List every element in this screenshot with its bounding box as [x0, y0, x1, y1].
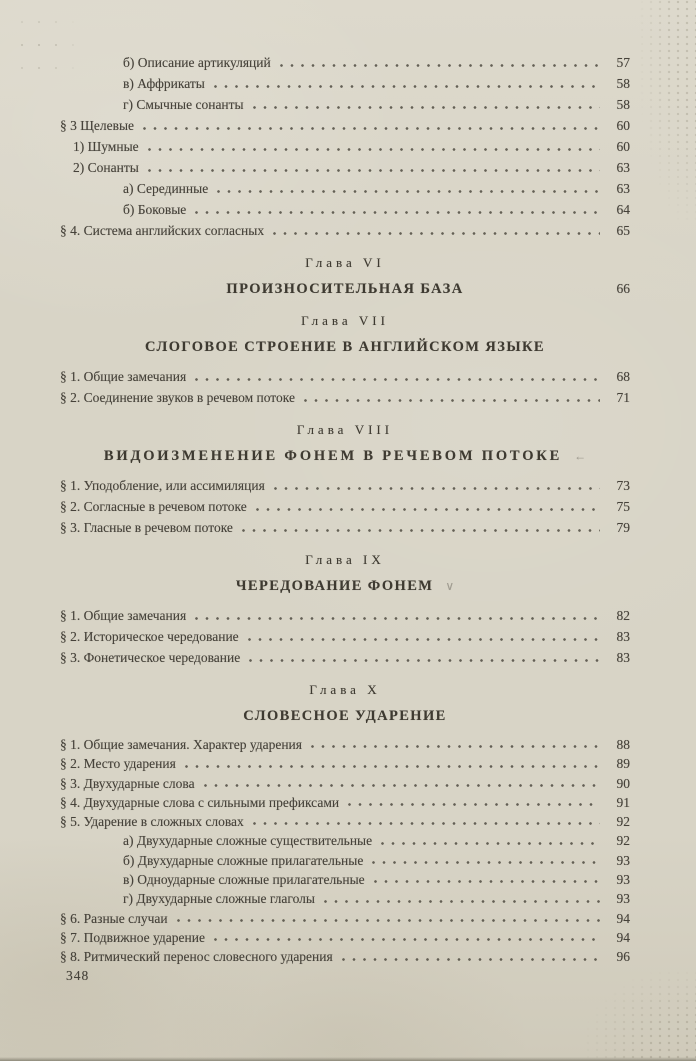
toc-entry-label: г) Двухударные сложные глаголы	[123, 891, 315, 907]
toc-page-number: 96	[616, 949, 630, 965]
toc-entry	[60, 909, 630, 928]
dot-leader	[177, 919, 600, 923]
toc-entry-label: в) Аффрикаты	[123, 76, 205, 91]
chapter-title-row	[60, 706, 630, 726]
chapter-page-number: 66	[616, 281, 630, 296]
toc-entry	[60, 220, 630, 241]
chapter-title: ВИДОИЗМЕНЕНИЕ ФОНЕМ В РЕЧЕВОМ ПОТОКЕ	[103, 448, 563, 464]
toc-entry	[60, 199, 630, 220]
toc-entry	[60, 73, 630, 94]
toc-entry-label: § 1. Общие замечания	[60, 608, 187, 623]
dot-leader	[256, 508, 600, 512]
toc-entry	[60, 889, 630, 908]
dot-leader	[214, 938, 600, 942]
dot-leader	[253, 106, 600, 110]
toc-entry-label: § 3. Гласные в речевом потоке	[60, 520, 233, 535]
chapter-heading	[60, 550, 630, 596]
toc-entry	[60, 475, 630, 496]
toc-entry	[60, 157, 630, 178]
toc-entry-label: § 8. Ритмический перенос словесного ударения	[60, 949, 333, 965]
toc-entry-group	[60, 735, 630, 967]
paper-speckle-bottom-right	[586, 971, 696, 1061]
chapter-heading	[60, 420, 630, 466]
toc-entry	[60, 812, 630, 831]
pencil-mark: ∨	[445, 579, 455, 593]
toc-page-number: 58	[616, 97, 630, 112]
toc-page-number: 60	[616, 139, 630, 154]
toc-page-number: 93	[616, 891, 630, 907]
chapter-heading	[60, 680, 630, 726]
chapter-title: ПРОИЗНОСИТЕЛЬНАЯ БАЗА	[226, 281, 464, 297]
toc-page-number: 73	[616, 478, 630, 493]
toc-entry-group	[60, 366, 630, 408]
toc-page-number: 75	[616, 499, 630, 514]
dot-leader	[143, 127, 600, 131]
toc-entry	[60, 517, 630, 538]
chapter-title: ЧЕРЕДОВАНИЕ ФОНЕМ	[235, 578, 434, 594]
toc-entry-label: § 1. Общие замечания	[60, 369, 187, 384]
dot-leader	[273, 232, 600, 236]
toc-page-number: 94	[616, 910, 630, 926]
toc-page-number: 83	[616, 629, 630, 644]
toc-page-number: 63	[616, 160, 630, 175]
toc-entry-label: § 5. Ударение в сложных словах	[60, 814, 244, 830]
toc-page-number: 71	[616, 390, 630, 405]
toc-entry-label: § 7. Подвижное ударение	[60, 929, 205, 945]
dot-leader	[280, 64, 600, 68]
toc-entry	[60, 831, 630, 850]
dot-leader	[185, 765, 600, 769]
toc-page-number: 93	[616, 872, 630, 888]
toc-entry	[60, 496, 630, 517]
chapter-title: СЛОГОВОЕ СТРОЕНИЕ В АНГЛИЙСКОМ ЯЗЫКЕ	[145, 339, 545, 355]
dot-leader	[249, 659, 600, 663]
chapter-title-row	[60, 279, 630, 299]
toc-page-number: 83	[616, 650, 630, 665]
toc-page-number: 92	[616, 814, 630, 830]
chapter-title-row	[60, 337, 630, 357]
toc-page-number: 63	[616, 181, 630, 196]
toc-entry	[60, 928, 630, 947]
toc-entry	[60, 626, 630, 647]
dot-leader	[381, 842, 600, 846]
chapter-heading	[60, 253, 630, 299]
dot-leader	[217, 190, 600, 194]
toc-entry	[60, 774, 630, 793]
dot-leader	[374, 880, 600, 884]
toc-entry-label: а) Двухударные сложные существительные	[123, 833, 373, 849]
pencil-mark: ←	[574, 449, 587, 463]
toc-entry	[60, 115, 630, 136]
toc-entry	[60, 947, 630, 966]
toc-page-number: 65	[616, 223, 630, 238]
toc-entry-label: § 2. Место ударения	[60, 756, 176, 772]
toc-entry	[60, 387, 630, 408]
toc-entry	[60, 735, 630, 754]
toc-page-number: 82	[616, 608, 630, 623]
toc-entry	[60, 793, 630, 812]
dot-leader	[311, 745, 600, 749]
toc-entry-label: § 3 Щелевые	[60, 118, 135, 133]
toc-page-number: 57	[616, 55, 630, 70]
dot-leader	[248, 638, 600, 642]
toc-entry-label: § 4. Двухударные слова с сильными префиксами	[60, 794, 340, 810]
dot-leader	[348, 803, 600, 807]
toc-page-number: 64	[616, 202, 630, 217]
toc-entry	[60, 605, 630, 626]
dot-leader	[324, 900, 600, 904]
toc-entry-label: б) Описание артикуляций	[123, 55, 271, 70]
chapter-heading	[60, 311, 630, 357]
toc-entry	[60, 178, 630, 199]
toc-page-number: 58	[616, 76, 630, 91]
toc-page-number: 60	[616, 118, 630, 133]
toc-entry	[60, 366, 630, 387]
toc-entry-label: § 2. Согласные в речевом потоке	[60, 499, 247, 514]
toc-entry-label: § 6. Разные случаи	[60, 910, 168, 926]
dot-leader	[148, 148, 600, 152]
toc-entry-label: § 3. Двухударные слова	[60, 775, 195, 791]
paper-speckle-top-right	[640, 0, 696, 220]
dot-leader	[372, 861, 600, 865]
dot-leader	[204, 784, 600, 788]
dot-leader	[242, 529, 600, 533]
toc-entry	[60, 754, 630, 773]
dot-leader	[195, 378, 600, 382]
toc-entry	[60, 851, 630, 870]
dot-leader	[195, 211, 600, 215]
toc-page-number: 94	[616, 929, 630, 945]
toc-entry-group	[60, 475, 630, 538]
chapter-title: СЛОВЕСНОЕ УДАРЕНИЕ	[243, 708, 447, 724]
toc-page-number: 93	[616, 852, 630, 868]
dot-leader	[342, 958, 600, 962]
chapter-kicker: Глава VIII	[296, 422, 394, 437]
chapter-kicker: Глава VII	[301, 313, 389, 328]
chapter-title-row	[60, 446, 630, 466]
toc-page-number: 90	[616, 775, 630, 791]
toc-page-number: 79	[616, 520, 630, 535]
toc-page-number: 92	[616, 833, 630, 849]
toc-entry	[60, 52, 630, 73]
table-of-contents	[60, 52, 630, 967]
toc-page-number: 68	[616, 369, 630, 384]
toc-page-number: 88	[616, 737, 630, 752]
toc-entry-label: § 1. Общие замечания. Характер ударения	[60, 737, 302, 752]
page-folio: 348	[66, 968, 90, 983]
dot-leader	[214, 85, 600, 89]
dot-leader	[253, 822, 600, 826]
toc-entry-label: г) Смычные сонанты	[123, 97, 244, 112]
toc-entry	[60, 136, 630, 157]
toc-entry-label: § 3. Фонетическое чередование	[60, 650, 241, 665]
toc-entry	[60, 94, 630, 115]
toc-page-number: 89	[616, 756, 630, 772]
dot-leader	[195, 617, 600, 621]
toc-entry-label: 2) Сонанты	[73, 160, 139, 175]
toc-entry-label: а) Серединные	[123, 181, 209, 196]
dot-leader	[304, 399, 600, 403]
toc-entry-label: § 2. Историческое чередование	[60, 629, 239, 644]
chapter-title-row	[60, 576, 630, 596]
toc-entry-label: 1) Шумные	[73, 139, 139, 154]
toc-entry	[60, 647, 630, 668]
toc-entry-label: § 4. Система английских согласных	[60, 223, 265, 238]
toc-page-number: 91	[616, 794, 630, 810]
toc-entry-label: § 2. Соединение звуков в речевом потоке	[60, 390, 295, 405]
dot-leader	[274, 487, 600, 491]
toc-entry-group	[60, 52, 630, 241]
toc-entry-label: б) Двухударные сложные прилагательные	[123, 852, 364, 868]
chapter-kicker: Глава X	[309, 682, 381, 697]
chapter-kicker: Глава VI	[305, 255, 385, 270]
toc-entry-label: в) Одноударные сложные прилагательные	[123, 872, 365, 888]
toc-entry-group	[60, 605, 630, 668]
chapter-kicker: Глава IX	[305, 552, 385, 567]
toc-entry	[60, 870, 630, 889]
toc-entry-label: § 1. Уподобление, или ассимиляция	[60, 478, 265, 493]
scan-bottom-edge	[0, 1057, 696, 1061]
toc-entry-label: б) Боковые	[123, 202, 187, 217]
dot-leader	[148, 169, 600, 173]
